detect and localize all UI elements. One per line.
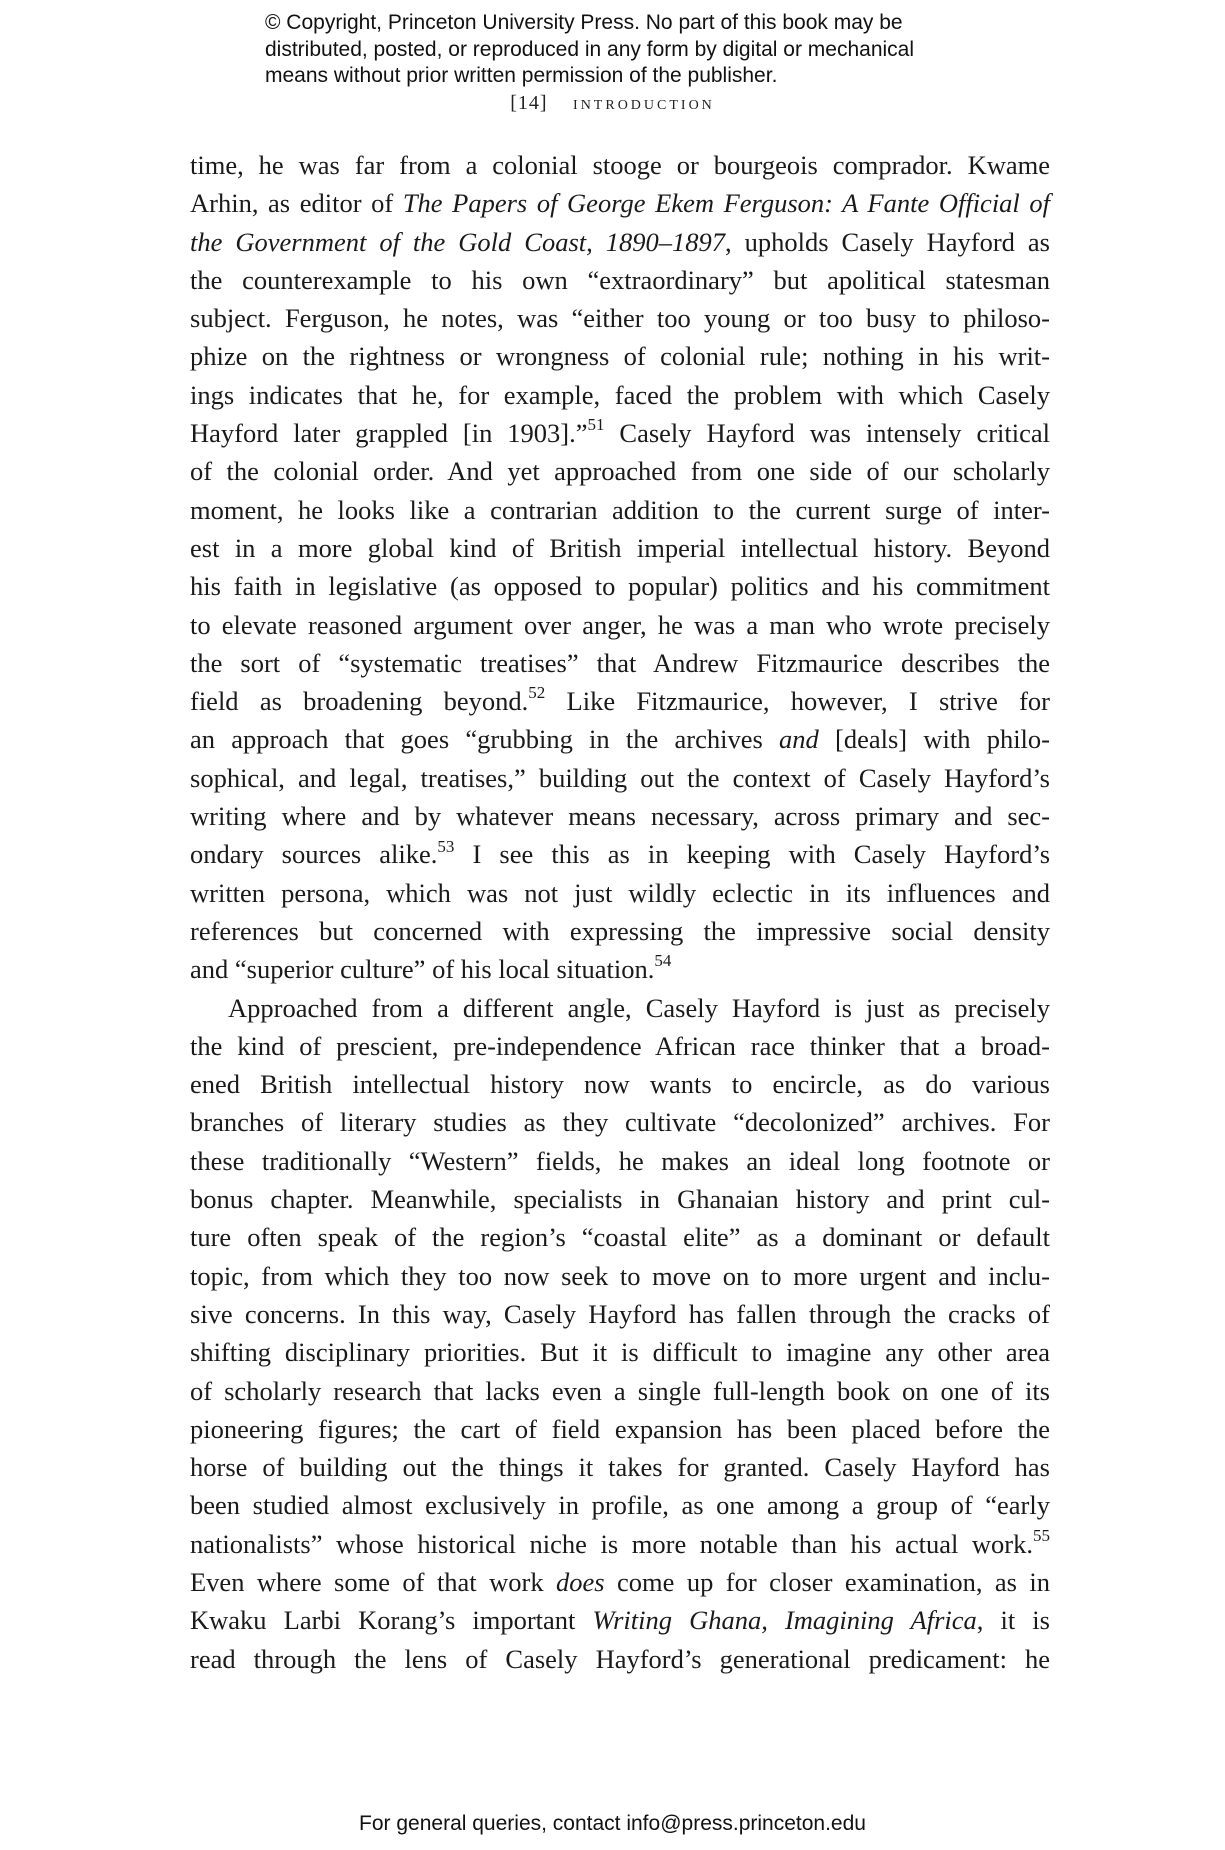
emphasis: and	[779, 724, 819, 755]
text-span: Kwaku Larbi Korang’s important	[190, 1605, 593, 1636]
text-span: sive concerns. In this way, Casely Hayford has fallen through the cracks of	[190, 1298, 1050, 1329]
text-span: moment, he looks like a contrarian addition to the current surge of inter-	[190, 494, 1050, 525]
emphasis: does	[556, 1566, 605, 1597]
text-line	[190, 1486, 1050, 1524]
text-span: nationalists” whose historical niche is more notable than his actual work.	[190, 1528, 1033, 1559]
footer-contact: For general queries, contact info@press.princeton.edu	[359, 1812, 866, 1835]
page-number: [14]	[510, 92, 548, 114]
text-span: time, he was far from a colonial stooge or bourgeois comprador. Kwame	[190, 150, 1050, 180]
copyright-line: means without prior written permission of the publisher.	[265, 64, 778, 87]
text-line	[190, 720, 1050, 758]
text-line	[190, 874, 1050, 912]
footnote-ref: 53	[437, 836, 455, 856]
book-title: The Papers of George Ekem Ferguson: A Fante Official of	[402, 188, 1050, 219]
text-span: written persona, which was not just wildly eclectic in its influences and	[190, 877, 1050, 908]
text-line	[190, 1372, 1050, 1410]
text-span: Casely Hayford was intensely critical	[604, 418, 1051, 449]
text-line	[190, 1448, 1050, 1486]
text-line	[190, 1640, 1050, 1678]
text-line	[190, 299, 1050, 337]
footnote-ref: 52	[528, 683, 546, 703]
text-span: , it is	[976, 1605, 1050, 1636]
text-span: read through the lens of Casely Hayford’s generational predicament: he	[190, 1643, 1050, 1674]
text-span: the sort of “systematic treatises” that Andrew Fitzmaurice describes the	[190, 647, 1050, 678]
text-span: and “superior culture” of his local situation.	[190, 954, 655, 985]
text-span: ened British intellectual history now wants to encircle, as do various	[190, 1069, 1050, 1100]
text-line	[190, 1180, 1050, 1218]
text-span: est in a more global kind of British imperial intellectual history. Beyond	[190, 532, 1050, 563]
text-line	[190, 376, 1050, 414]
text-line	[190, 1257, 1050, 1295]
text-span: an approach that goes “grubbing in the archives	[190, 724, 780, 755]
text-span: I see this as in keeping with Casely Hayford’s	[454, 839, 1051, 870]
text-line	[190, 414, 1050, 452]
text-line	[190, 491, 1050, 529]
text-span: ture often speak of the region’s “coastal elite” as a dominant or default	[190, 1222, 1050, 1253]
text-span: Arhin, as editor of	[190, 188, 403, 219]
text-line	[190, 567, 1050, 605]
text-span: Like Fitzmaurice, however, I strive for	[545, 686, 1050, 717]
text-line	[190, 1065, 1050, 1103]
copyright-notice	[265, 10, 985, 90]
text-line	[190, 1333, 1050, 1371]
text-span: to elevate reasoned argument over anger, he was a man who wrote precisely	[190, 609, 1050, 640]
text-span: Even where some of that work	[190, 1566, 557, 1597]
text-line	[190, 1218, 1050, 1256]
text-line	[190, 682, 1050, 720]
text-span: branches of literary studies as they cultivate “decolonized” archives. For	[190, 1107, 1050, 1138]
text-span: , upholds Casely Hayford as	[725, 226, 1050, 257]
footnote-ref: 55	[1033, 1525, 1050, 1545]
section-title: introduction	[573, 92, 715, 114]
text-line	[190, 184, 1050, 222]
text-span: subject. Ferguson, he notes, was “either too young or too busy to philoso-	[190, 303, 1050, 334]
text-line	[190, 1027, 1050, 1065]
text-span: come up for closer examination, as in	[604, 1566, 1050, 1597]
text-line	[190, 1563, 1050, 1601]
text-span: the counterexample to his own “extraordinary” but apolitical statesman	[190, 264, 1050, 295]
text-span: field as broadening beyond.	[190, 686, 529, 717]
footnote-ref: 54	[654, 951, 672, 971]
text-span: these traditionally “Western” fields, he makes an ideal long footnote or	[190, 1145, 1050, 1176]
text-line	[190, 1142, 1050, 1180]
text-span: writing where and by whatever means necessary, across primary and sec-	[190, 801, 1050, 832]
text-span: ondary sources alike.	[190, 839, 438, 870]
text-line	[190, 644, 1050, 682]
book-title: Writing Ghana, Imagining Africa	[592, 1605, 977, 1636]
text-span: the kind of prescient, pre-independence African race thinker that a broad-	[190, 1030, 1050, 1061]
text-span: been studied almost exclusively in profile, as one among a group of “early	[190, 1490, 1050, 1521]
text-line	[190, 989, 1050, 1027]
body-text	[190, 146, 1050, 1678]
text-span: topic, from which they too now seek to move on to more urgent and inclu-	[190, 1260, 1050, 1291]
text-line	[190, 759, 1050, 797]
text-line	[190, 912, 1050, 950]
text-span: of scholarly research that lacks even a single full-length book on one of its	[190, 1375, 1050, 1406]
text-span: ings indicates that he, for example, faced the problem with which Casely	[190, 379, 1050, 410]
text-span: Approached from a different angle, Casely Hayford is just as precisely	[228, 992, 1050, 1023]
text-line	[190, 835, 1050, 873]
text-line	[190, 146, 1050, 184]
text-span: horse of building out the things it takes for granted. Casely Hayford has	[190, 1452, 1050, 1483]
text-line	[190, 337, 1050, 375]
text-line	[190, 1410, 1050, 1448]
text-line	[190, 950, 1050, 988]
text-line	[190, 452, 1050, 490]
text-span: shifting disciplinary priorities. But it is difficult to imagine any other area	[190, 1337, 1050, 1368]
text-line	[190, 529, 1050, 567]
text-line	[190, 223, 1050, 261]
copyright-line: distributed, posted, or reproduced in any form by digital or mechanical	[265, 37, 915, 61]
text-line	[190, 606, 1050, 644]
text-span: Hayford later grappled [in 1903].”	[190, 418, 588, 449]
running-head	[0, 92, 1225, 115]
text-line	[190, 1525, 1050, 1563]
text-span: of the colonial order. And yet approached from one side of our scholarly	[190, 456, 1050, 487]
text-span: sophical, and legal, treatises,” building out the context of Casely Hayford’s	[190, 762, 1050, 793]
footnote-ref: 51	[587, 415, 605, 435]
text-span: pioneering figures; the cart of field expansion has been placed before the	[190, 1413, 1050, 1444]
text-span: phize on the rightness or wrongness of colonial rule; nothing in his writ-	[190, 341, 1050, 372]
text-line	[190, 1103, 1050, 1141]
text-span: his faith in legislative (as opposed to popular) politics and his commitment	[190, 571, 1050, 602]
copyright-line: © Copyright, Princeton University Press. No part of this book may be	[265, 11, 903, 34]
text-line	[190, 261, 1050, 299]
text-span: [deals] with philo-	[818, 724, 1050, 755]
book-title: the Government of the Gold Coast, 1890–1897	[190, 226, 725, 257]
text-line	[190, 1295, 1050, 1333]
text-line	[190, 1601, 1050, 1639]
text-line	[190, 797, 1050, 835]
text-span: bonus chapter. Meanwhile, specialists in Ghanaian history and print cul-	[190, 1184, 1050, 1215]
text-span: references but concerned with expressing the impressive social density	[190, 915, 1050, 946]
